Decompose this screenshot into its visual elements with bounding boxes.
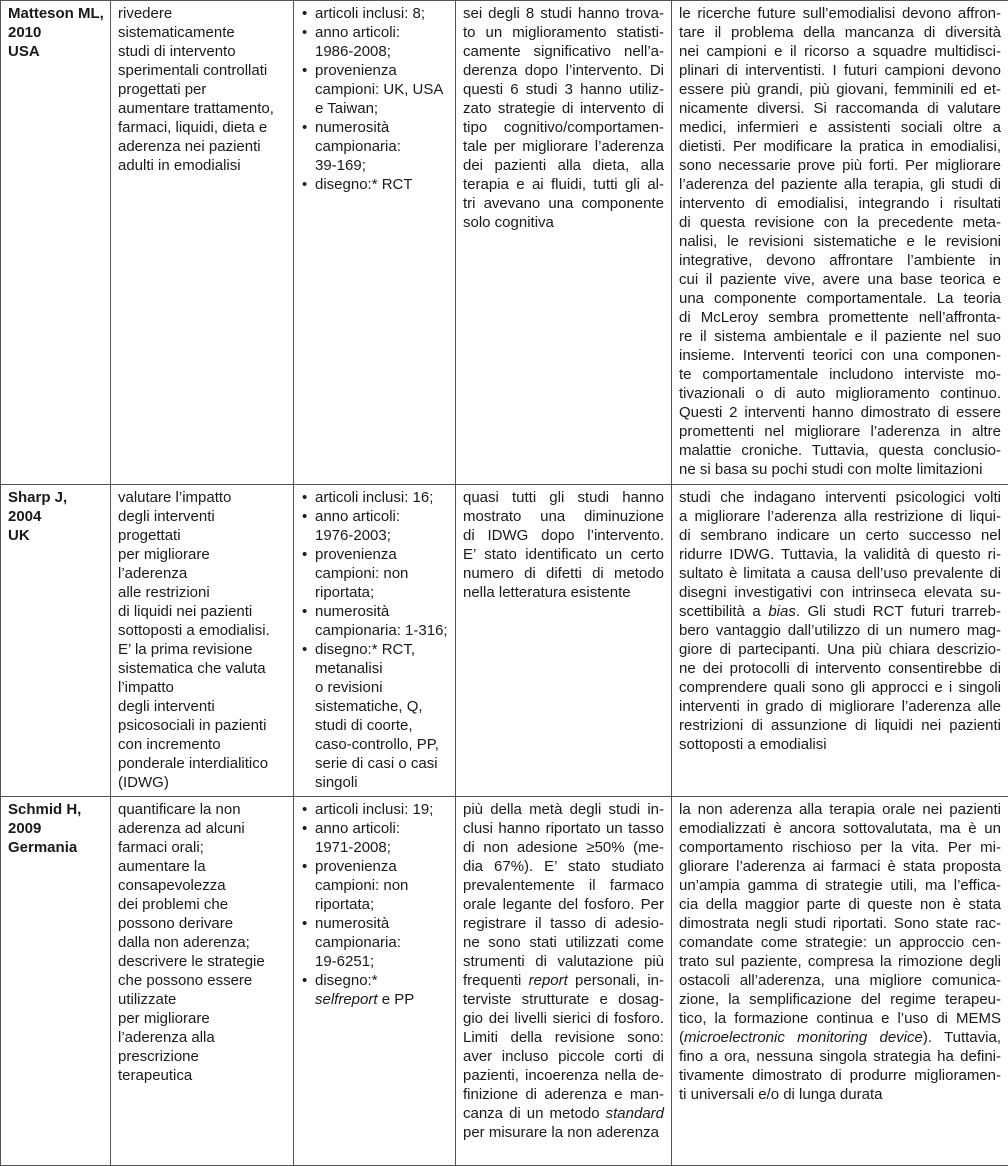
- conclusions-line: integrative, devono affrontare l’ambiente in: [679, 251, 1001, 270]
- conclusions-line: dietisti. Per modificare la pratica in emodialisi,: [679, 137, 1001, 156]
- aim-line: (IDWG): [118, 773, 286, 792]
- results-line: dia 67%). E’ stato studiato: [463, 857, 664, 876]
- aim-line: di liquidi nei pazienti: [118, 602, 286, 621]
- aim-line: aumentare la: [118, 857, 286, 876]
- aim-line: sistematicamente: [118, 23, 286, 42]
- author-line: 2004: [8, 507, 103, 526]
- aim-line: terapeutica: [118, 1066, 286, 1085]
- aim-line: alle restrizioni: [118, 583, 286, 602]
- aim-line: l’aderenza: [118, 564, 286, 583]
- design-item-line: • provenienza: [315, 61, 448, 80]
- aim-line: dalla non aderenza;: [118, 933, 286, 952]
- italic-term: bias: [768, 603, 796, 620]
- author-line: UK: [8, 526, 103, 545]
- aim-line: l’impatto: [118, 678, 286, 697]
- conclusions-line: dimostrata negli studi riportati. Sono state rac-: [679, 914, 1001, 933]
- aim-line: per migliorare: [118, 1009, 286, 1028]
- conclusions-line: comportamento rischioso per la vita. Per mi-: [679, 838, 1001, 857]
- aim-line: consapevolezza: [118, 876, 286, 895]
- author-line: 2009: [8, 819, 103, 838]
- design-item-line: campioni: non: [315, 876, 448, 895]
- design-item-line: • articoli inclusi: 16;: [315, 488, 448, 507]
- conclusions-cell: [672, 485, 1008, 797]
- design-item: [301, 507, 448, 545]
- design-item-line: • numerosità: [315, 602, 448, 621]
- aim-cell: [111, 485, 294, 797]
- aim-line: progettati: [118, 526, 286, 545]
- results-line: orale legante del fosforo. Per: [463, 895, 664, 914]
- results-line: to un miglioramento statisti-: [463, 23, 664, 42]
- author-line: Matteson ML,: [8, 4, 103, 23]
- aim-line: sistematica che valuta: [118, 659, 286, 678]
- design-item-line: studi di coorte,: [315, 716, 448, 735]
- conclusions-line: le ricerche future sull’emodialisi devono affron-: [679, 4, 1001, 23]
- aim-line: l’aderenza alla: [118, 1028, 286, 1047]
- results-line: terviste strutturate e dosag-: [463, 990, 664, 1009]
- results-line: per misurare la non aderenza: [463, 1123, 664, 1142]
- conclusions-line: l’aderenza del paziente alla terapia, gli studi di: [679, 175, 1001, 194]
- conclusions-line: ne si basa su pochi studi con molte limitazioni: [679, 460, 1001, 479]
- author-line: Schmid H,: [8, 800, 103, 819]
- conclusions-line: nicamente diversi. Si raccomanda di valutare: [679, 99, 1001, 118]
- aim-line: dei problemi che: [118, 895, 286, 914]
- design-item-line: • anno articoli:: [315, 507, 448, 526]
- design-item-line: selfreport e PP: [315, 990, 448, 1009]
- design-item: [301, 488, 448, 507]
- conclusions-line: ne dei protocolli di intervento consentirebbe di: [679, 659, 1001, 678]
- results-line: E’ stato identificato un certo: [463, 545, 664, 564]
- results-line: registrare il tasso di adesio-: [463, 914, 664, 933]
- conclusions-line: sottoposti a emodialisi: [679, 735, 1001, 754]
- conclusions-line: te comportamentale includono interviste mo-: [679, 365, 1001, 384]
- results-line: prevalentemente il farmaco: [463, 876, 664, 895]
- aim-line: studi di intervento: [118, 42, 286, 61]
- conclusions-line: (microelectronic monitoring device). Tuttavia,: [679, 1028, 1001, 1047]
- aim-line: progettati per: [118, 80, 286, 99]
- design-item-line: • numerosità: [315, 118, 448, 137]
- author-line: Germania: [8, 838, 103, 857]
- conclusions-line: di McLeroy sembra promettente nell’affronta-: [679, 308, 1001, 327]
- design-item-line: riportata;: [315, 583, 448, 602]
- design-item-line: metanalisi: [315, 659, 448, 678]
- results-line: tale per migliorare l’aderenza: [463, 137, 664, 156]
- results-line: clusi hanno riportato un tasso: [463, 819, 664, 838]
- design-item-line: • articoli inclusi: 19;: [315, 800, 448, 819]
- aim-line: aumentare trattamento,: [118, 99, 286, 118]
- results-line: solo cognitiva: [463, 213, 664, 232]
- conclusions-line: cia della maggior parte di queste non è stata: [679, 895, 1001, 914]
- results-line: di IDWG dopo l’intervento.: [463, 526, 664, 545]
- conclusions-line: fino a ora, nessuna singola strategia ha defini-: [679, 1047, 1001, 1066]
- design-item-line: 19-6251;: [315, 952, 448, 971]
- design-item-line: singoli: [315, 773, 448, 792]
- italic-term: report: [529, 972, 568, 989]
- design-item-line: 1976-2003;: [315, 526, 448, 545]
- results-cell: [456, 485, 672, 797]
- conclusions-line: promettenti nel migliorare l’aderenza in altre: [679, 422, 1001, 441]
- results-line: derenza dopo l’intervento. Di: [463, 61, 664, 80]
- conclusions-line: tivazionali o di auto miglioramento continuo.: [679, 384, 1001, 403]
- conclusions-line: intervento di emodialisi, integrando i risultati: [679, 194, 1001, 213]
- design-item-line: riportata;: [315, 895, 448, 914]
- conclusions-line: scettibilità a bias. Gli studi RCT futuri trarreb-: [679, 602, 1001, 621]
- conclusions-line: essere più grandi, più giovani, femminili ed et-: [679, 80, 1001, 99]
- design-item-line: 1986-2008;: [315, 42, 448, 61]
- conclusions-line: studi che indagano interventi psicologici volti: [679, 488, 1001, 507]
- aim-line: adulti in emodialisi: [118, 156, 286, 175]
- design-item-line: • disegno:* RCT,: [315, 640, 448, 659]
- conclusions-line: emodializzati è ancora sottovalutata, ma è un: [679, 819, 1001, 838]
- results-line: questi 6 studi 3 hanno utiliz-: [463, 80, 664, 99]
- results-line: strumenti di valutazione più: [463, 952, 664, 971]
- aim-line: psicosociali in pazienti: [118, 716, 286, 735]
- aim-line: aderenza nei pazienti: [118, 137, 286, 156]
- design-item-line: campionaria: 1-316;: [315, 621, 448, 640]
- aim-line: descrivere le strategie: [118, 952, 286, 971]
- results-line: ne sono stati utilizzati come: [463, 933, 664, 952]
- design-item-line: • articoli inclusi: 8;: [315, 4, 448, 23]
- design-item-line: • anno articoli:: [315, 23, 448, 42]
- design-item: [301, 602, 448, 640]
- results-line: mostrato una diminuzione: [463, 507, 664, 526]
- aim-line: E’ la prima revisione: [118, 640, 286, 659]
- conclusions-line: disegni investigativi con intrinseca elevata su-: [679, 583, 1001, 602]
- design-list: [301, 488, 448, 792]
- conclusions-line: trato sul paziente, compresa la rimozione degli: [679, 952, 1001, 971]
- conclusions-line: comprendere quali sono gli approcci e i singoli: [679, 678, 1001, 697]
- conclusions-line: nei campioni e il ricorso a squadre multidisci-: [679, 42, 1001, 61]
- results-line: tipo cognitivo/comportamen-: [463, 118, 664, 137]
- conclusions-line: tivamente dimostrato di produrre miglioramen-: [679, 1066, 1001, 1085]
- design-item: [301, 800, 448, 819]
- conclusions-line: gliorare l’aderenza ai farmaci è stata proposta: [679, 857, 1001, 876]
- design-item: [301, 4, 448, 23]
- conclusions-line: a migliorare l’aderenza alla restrizione di liqui-: [679, 507, 1001, 526]
- design-item-line: campioni: non: [315, 564, 448, 583]
- conclusions-line: giore di partecipanti. Una più chiara descrizio-: [679, 640, 1001, 659]
- design-item: [301, 640, 448, 792]
- results-line: terapia e ai fluidi, tutti gli al-: [463, 175, 664, 194]
- conclusions-line: una componente comportamentale. La teoria: [679, 289, 1001, 308]
- conclusions-line: cui il paziente vive, avere una base teorica e: [679, 270, 1001, 289]
- aim-line: aderenza ad alcuni: [118, 819, 286, 838]
- aim-line: che possono essere: [118, 971, 286, 990]
- results-line: di non adesione ≥50% (me-: [463, 838, 664, 857]
- design-item: [301, 971, 448, 1009]
- conclusions-line: comandate come strategie: un approccio cen-: [679, 933, 1001, 952]
- conclusions-line: re il sistema ambientale e il paziente nel suo: [679, 327, 1001, 346]
- conclusions-line: bero vantaggio dall’utilizzo di un numero mag-: [679, 621, 1001, 640]
- aim-line: valutare l’impatto: [118, 488, 286, 507]
- design-item: [301, 175, 448, 194]
- results-line: camente significativo nell’a-: [463, 42, 664, 61]
- conclusions-line: sultato è limitata a causa dell’uso prevalente di: [679, 564, 1001, 583]
- conclusions-line: nalisi, le revisioni sistematiche e le revisioni: [679, 232, 1001, 251]
- results-line: dei pazienti alla dieta, alla: [463, 156, 664, 175]
- design-item-line: caso-controllo, PP,: [315, 735, 448, 754]
- results-line: finizione di aderenza e man-: [463, 1085, 664, 1104]
- conclusions-line: sono necessarie prove più forti. Per migliorare: [679, 156, 1001, 175]
- design-item-line: • disegno:* RCT: [315, 175, 448, 194]
- design-item-line: • anno articoli:: [315, 819, 448, 838]
- design-item-line: 1971-2008;: [315, 838, 448, 857]
- design-item: [301, 857, 448, 914]
- results-line: canza di un metodo standard: [463, 1104, 664, 1123]
- results-line: quasi tutti gli studi hanno: [463, 488, 664, 507]
- conclusions-line: Questi 2 interventi hanno dimostrato di essere: [679, 403, 1001, 422]
- design-item: [301, 914, 448, 971]
- conclusions-cell: [672, 797, 1008, 1166]
- results-line: aver incluso piccole corti di: [463, 1047, 664, 1066]
- italic-term: selfreport: [315, 991, 378, 1008]
- results-cell: [456, 797, 672, 1166]
- author-line: USA: [8, 42, 103, 61]
- design-list: [301, 4, 448, 194]
- conclusions-line: restrizioni di assunzione di liquidi nei pazienti: [679, 716, 1001, 735]
- results-line: gio dei livelli sierici di fosforo.: [463, 1009, 664, 1028]
- design-item-line: 39-169;: [315, 156, 448, 175]
- author-line: 2010: [8, 23, 103, 42]
- design-item-line: serie di casi o casi: [315, 754, 448, 773]
- aim-line: quantificare la non: [118, 800, 286, 819]
- results-line: tri avevano una componente: [463, 194, 664, 213]
- conclusions-line: insieme. Interventi teorici con una componen-: [679, 346, 1001, 365]
- design-item-line: sistematiche, Q,: [315, 697, 448, 716]
- aim-line: prescrizione: [118, 1047, 286, 1066]
- conclusions-line: ridurre IDWG. Tuttavia, la validità di questo ri-: [679, 545, 1001, 564]
- aim-line: ponderale interdialitico: [118, 754, 286, 773]
- design-cell: [294, 797, 456, 1166]
- aim-line: utilizzate: [118, 990, 286, 1009]
- aim-line: per migliorare: [118, 545, 286, 564]
- conclusions-line: malattie croniche. Tuttavia, questa conclusio-: [679, 441, 1001, 460]
- table-row: [1, 797, 1008, 1166]
- results-line: più della metà degli studi in-: [463, 800, 664, 819]
- aim-line: degli interventi: [118, 507, 286, 526]
- aim-line: sperimentali controllati: [118, 61, 286, 80]
- table-row: [1, 1, 1008, 485]
- design-cell: [294, 485, 456, 797]
- results-line: Limiti della revisione sono:: [463, 1028, 664, 1047]
- aim-line: con incremento: [118, 735, 286, 754]
- conclusions-line: ostacoli all’aderenza, una migliore comunica-: [679, 971, 1001, 990]
- conclusions-line: di questa revisione con la precedente meta-: [679, 213, 1001, 232]
- table-body: [1, 1, 1008, 1166]
- aim-line: sottoposti a emodialisi.: [118, 621, 286, 640]
- design-item: [301, 23, 448, 61]
- results-line: sei degli 8 studi hanno trova-: [463, 4, 664, 23]
- design-list: [301, 800, 448, 1009]
- design-item-line: o revisioni: [315, 678, 448, 697]
- results-line: pazienti, incoerenza nella de-: [463, 1066, 664, 1085]
- conclusions-line: ti universali e/o di lunga durata: [679, 1085, 1001, 1104]
- italic-term: microelectronic monitoring device: [684, 1029, 923, 1046]
- italic-term: standard: [606, 1105, 664, 1122]
- aim-line: farmaci orali;: [118, 838, 286, 857]
- results-cell: [456, 1, 672, 485]
- conclusions-line: plinari di interventisti. I futuri campioni devono: [679, 61, 1001, 80]
- aim-cell: [111, 1, 294, 485]
- author-cell: [1, 1, 111, 485]
- conclusions-line: la non aderenza alla terapia orale nei pazienti: [679, 800, 1001, 819]
- table-row: [1, 485, 1008, 797]
- aim-line: farmaci, liquidi, dieta e: [118, 118, 286, 137]
- conclusions-line: tico, la formazione continua e l’uso di MEMS: [679, 1009, 1001, 1028]
- conclusions-line: interventi in grado di migliorare l’aderenza alle: [679, 697, 1001, 716]
- aim-line: rivedere: [118, 4, 286, 23]
- design-item: [301, 61, 448, 118]
- design-item-line: e Taiwan;: [315, 99, 448, 118]
- design-item: [301, 118, 448, 175]
- conclusions-line: di sembrano indicare un certo successo nel: [679, 526, 1001, 545]
- conclusions-line: un’ampia gamma di strategie utili, ma l’effica-: [679, 876, 1001, 895]
- aim-line: degli interventi: [118, 697, 286, 716]
- design-item-line: • provenienza: [315, 857, 448, 876]
- results-line: zato strategie di intervento di: [463, 99, 664, 118]
- results-line: numero di difetti di metodo: [463, 564, 664, 583]
- conclusions-line: medici, infermieri e assistenti sociali oltre a: [679, 118, 1001, 137]
- author-cell: [1, 485, 111, 797]
- conclusions-cell: [672, 1, 1008, 485]
- design-cell: [294, 1, 456, 485]
- design-item-line: • disegno:*: [315, 971, 448, 990]
- conclusions-line: tare il problema della mancanza di diversità: [679, 23, 1001, 42]
- results-line: frequenti report personali, in-: [463, 971, 664, 990]
- design-item: [301, 819, 448, 857]
- author-line: Sharp J,: [8, 488, 103, 507]
- aim-line: possono derivare: [118, 914, 286, 933]
- aim-cell: [111, 797, 294, 1166]
- design-item: [301, 545, 448, 602]
- design-item-line: campionaria:: [315, 137, 448, 156]
- design-item-line: campioni: UK, USA: [315, 80, 448, 99]
- design-item-line: • numerosità: [315, 914, 448, 933]
- results-line: nella letteratura esistente: [463, 583, 664, 602]
- author-cell: [1, 797, 111, 1166]
- design-item-line: • provenienza: [315, 545, 448, 564]
- conclusions-line: zione, la semplificazione del regime terapeu-: [679, 990, 1001, 1009]
- design-item-line: campionaria:: [315, 933, 448, 952]
